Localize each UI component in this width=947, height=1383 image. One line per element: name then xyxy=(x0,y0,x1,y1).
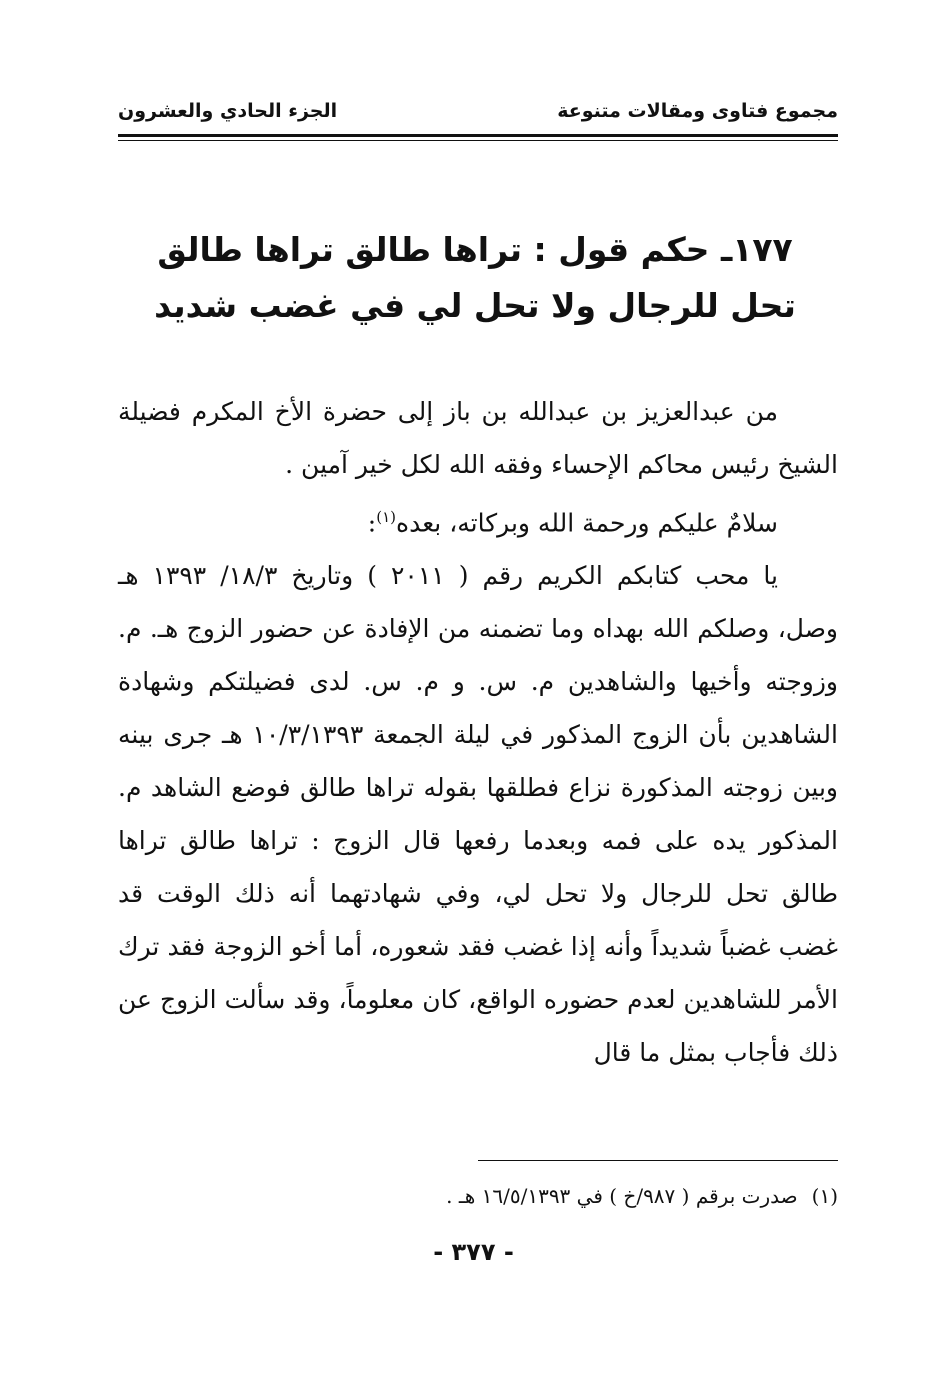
title-line-2: تحل للرجال ولا تحل لي في غضب شديد xyxy=(154,286,796,325)
volume-label: الجزء الحادي والعشرون xyxy=(118,100,338,122)
footnote xyxy=(118,1184,838,1208)
opening-paragraph: من عبدالعزيز بن عبدالله بن باز إلى حضرة الأخ المكرم فضيلة الشيخ رئيس محاكم الإحساء وفقه الله لكل خير آمين . xyxy=(118,397,838,479)
greeting-line xyxy=(118,491,838,549)
footnote-mark: (١) xyxy=(811,1184,838,1208)
body-text xyxy=(118,385,838,1079)
header-rule-thin xyxy=(118,140,838,141)
greeting-text: سلامٌ عليكم ورحمة الله وبركاته، بعده xyxy=(396,508,778,538)
main-paragraph: يا محب كتابكم الكريم رقم ( ٢٠١١ ) وتاريخ ١٨/٣/ ١٣٩٣ هـ وصل، وصلكم الله بهداه وما تضمنه من الإفادة عن حضور الزوج هـ. م. وزوجته وأخيها والشاهدين م. س. و م. س. لدى فضيلتكم وشهادة الشاهدين بأن الزوج المذكور في ليلة الجمعة ١٠/٣/١٣٩٣ هـ جرى بينه وبين زوجته المذكورة نزاع فطلقها بقوله تراها طالق فوضع الشاهد م. المذكور يده على فمه وبعدما رفعها قال الزوج : تراها طالق تراها طالق تحل للرجال ولا تحل لي، وفي شهادتهما أنه ذلك الوقت قد غضب غضباً شديداً وأنه إذا غضب فقد شعوره، أما أخو الزوجة فقد ترك الأمر للشاهدين لعدم حضوره الواقع، كان معلوماً، وقد سألت الزوج عن ذلك فأجاب بمثل ما قال xyxy=(118,561,838,1068)
footnote-text: صدرت برقم ( ٩٨٧/خ ) في ١٦/٥/١٣٩٣ هـ . xyxy=(446,1184,798,1208)
running-header xyxy=(118,96,838,130)
header-rule-thick xyxy=(118,134,838,137)
fatwa-title xyxy=(150,222,800,334)
page-number: - ٣٧٧ - xyxy=(433,1238,514,1266)
book-title: مجموع فتاوى ومقالات متنوعة xyxy=(557,100,838,122)
footnote-rule xyxy=(478,1160,838,1161)
title-line-1: ١٧٧ـ حكم قول : تراها طالق تراها طالق xyxy=(157,230,793,269)
greeting-colon: : xyxy=(367,508,377,538)
footnote-reference: (١) xyxy=(376,508,397,526)
